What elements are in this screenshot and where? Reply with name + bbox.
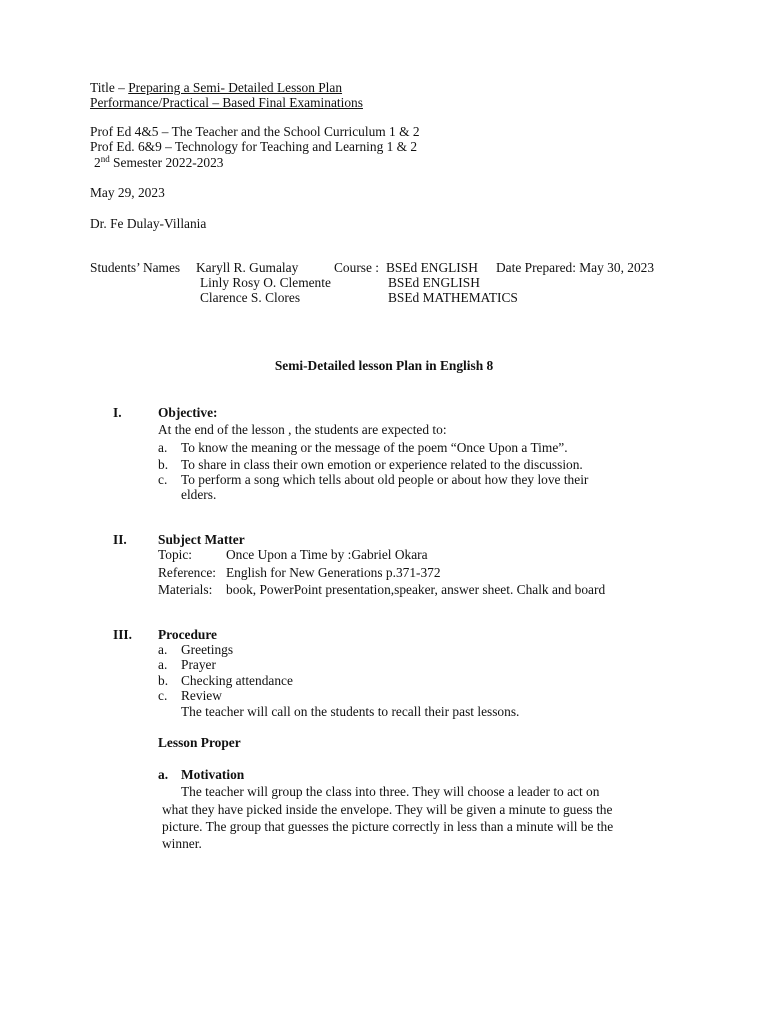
instructor-name: Dr. Fe Dulay-Villania [90, 216, 207, 231]
procedure-item: Prayer [181, 657, 216, 672]
subject-matter-heading: Subject Matter [158, 532, 245, 547]
review-text: The teacher will call on the students to recall their past lessons. [181, 704, 520, 719]
list-marker: c. [158, 472, 168, 487]
student-course: BSEd MATHEMATICS [388, 290, 518, 305]
reference-value: English for New Generations p.371-372 [226, 565, 441, 580]
procedure-item: Checking attendance [181, 673, 293, 688]
objective-item-continued: elders. [181, 487, 217, 502]
motivation-text-line: The teacher will group the class into three. They will choose a leader to act on [181, 784, 600, 799]
course-line-2: Prof Ed. 6&9 – Technology for Teaching and Learning 1 & 2 [90, 139, 418, 154]
motivation-text-line: what they have picked inside the envelope. They will be given a minute to guess the [162, 802, 613, 817]
objective-item: To perform a song which tells about old people or about how they love their [181, 472, 589, 487]
students-label: Students’ Names [90, 260, 181, 275]
materials-value: book, PowerPoint presentation,speaker, answer sheet. Chalk and board [226, 582, 606, 597]
topic-label: Topic: [158, 547, 193, 562]
document-title: Title – Preparing a Semi- Detailed Lesson Plan [90, 80, 343, 95]
list-marker: a. [158, 440, 168, 455]
list-marker: a. [158, 767, 169, 782]
objective-item: To know the meaning or the message of the poem “Once Upon a Time”. [181, 440, 568, 455]
student-name: Linly Rosy O. Clemente [200, 275, 331, 290]
student-name: Karyll R. Gumalay [196, 260, 299, 275]
motivation-text-line: winner. [162, 836, 202, 851]
topic-value: Once Upon a Time by :Gabriel Okara [226, 547, 428, 562]
title-line-2: Performance/Practical – Based Final Examinations [90, 95, 363, 110]
student-course: BSEd ENGLISH [388, 275, 480, 290]
reference-label: Reference: [158, 565, 216, 580]
procedure-heading: Procedure [158, 627, 218, 642]
procedure-item: Review [181, 688, 222, 703]
objective-item: To share in class their own emotion or experience related to the discussion. [181, 457, 583, 472]
list-marker: a. [158, 642, 168, 657]
procedure-item: Greetings [181, 642, 234, 657]
motivation-text-line: picture. The group that guesses the picture correctly in less than a minute will be the [162, 819, 614, 834]
list-marker: b. [158, 673, 169, 688]
date-prepared: Date Prepared: May 30, 2023 [496, 260, 655, 275]
section-number: III. [113, 627, 132, 642]
lesson-proper-heading: Lesson Proper [158, 735, 241, 750]
list-marker: b. [158, 457, 169, 472]
semester-line: 2nd Semester 2022-2023 [94, 154, 224, 170]
objective-intro: At the end of the lesson , the students are expected to: [158, 422, 447, 437]
list-marker: c. [158, 688, 168, 703]
section-number: II. [113, 532, 127, 547]
document-date: May 29, 2023 [90, 185, 165, 200]
list-marker: a. [158, 657, 168, 672]
objective-heading: Objective: [158, 405, 218, 420]
student-course: BSEd ENGLISH [386, 260, 478, 275]
motivation-heading: Motivation [181, 767, 245, 782]
section-number: I. [113, 405, 122, 420]
title-line-1: Preparing a Semi- Detailed Lesson Plan [128, 80, 343, 95]
student-name: Clarence S. Clores [200, 290, 301, 305]
course-line-1: Prof Ed 4&5 – The Teacher and the School Curriculum 1 & 2 [90, 124, 420, 139]
course-label: Course : [334, 260, 380, 275]
lesson-plan-title: Semi-Detailed lesson Plan in English 8 [274, 358, 494, 373]
materials-label: Materials: [158, 582, 213, 597]
